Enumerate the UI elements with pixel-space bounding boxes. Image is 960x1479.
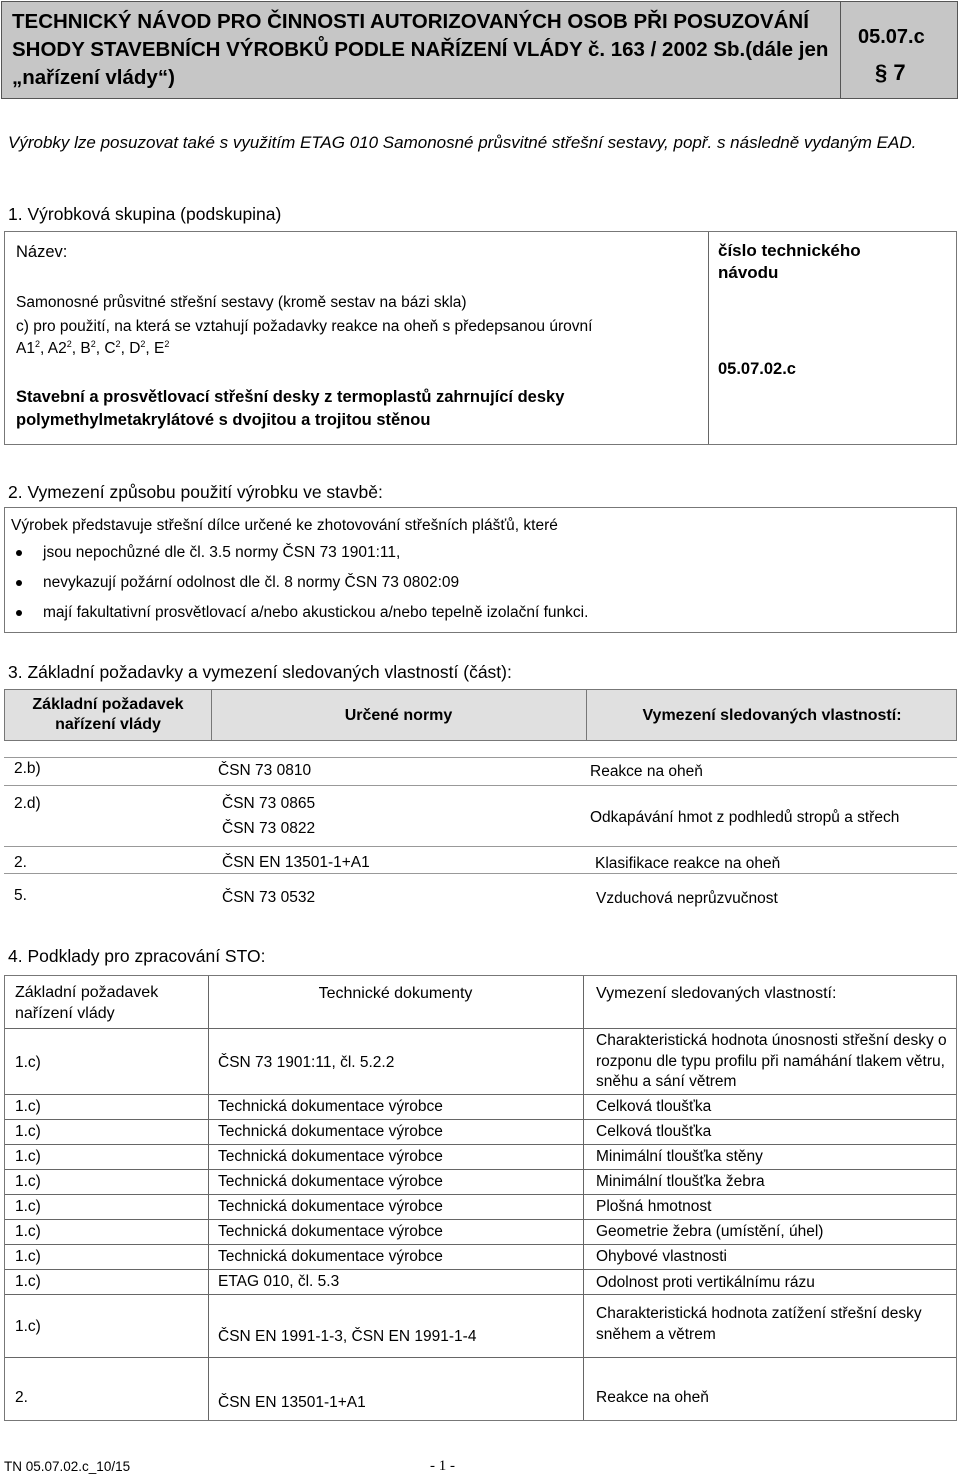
table-cell: Celková tloušťka — [596, 1123, 712, 1140]
product-description-1: Samonosné průsvitné střešní sestavy (kromě sestav na bázi skla) — [16, 294, 467, 311]
table-cell: Odkapávání hmot z podhledů stropů a střech — [590, 809, 900, 826]
technical-guide-number: 05.07.02.c — [718, 360, 796, 378]
column-header-requirement: Základní požadavek nařízení vlády — [15, 984, 159, 1022]
table-cell: 1.c) — [15, 1173, 41, 1190]
column-divider — [708, 232, 709, 444]
table-cell: Geometrie žebra (umístění, úhel) — [596, 1223, 824, 1240]
usage-item: jsou nepochůzné dle čl. 3.5 normy ČSN 73 1901:11, — [5, 542, 588, 572]
section-3-heading: 3. Základní požadavky a vymezení sledovaných vlastností (část): — [8, 662, 512, 682]
fire-class: A2 — [47, 340, 67, 357]
table-cell: Klasifikace reakce na oheň — [595, 855, 781, 872]
row-divider — [4, 785, 957, 786]
fire-class: A1 — [16, 340, 35, 357]
row-divider — [5, 1119, 956, 1120]
fire-class-note: 2 — [66, 339, 72, 349]
header-divider — [840, 2, 841, 98]
document-header — [1, 1, 958, 99]
table-cell: ETAG 010, čl. 5.3 — [218, 1273, 340, 1290]
fire-class: C — [104, 340, 116, 357]
fire-class: B — [80, 340, 91, 357]
table-cell: 1.c) — [15, 1318, 41, 1335]
table-cell: 1.c) — [15, 1148, 41, 1165]
table-cell: ČSN 73 0865 — [222, 795, 316, 812]
intro-note: Výrobky lze posuzovat také s využitím ETAG 010 Samonosné průsvitné střešní sestavy, popř. s následně vydaným EAD. — [8, 133, 917, 152]
usage-box — [4, 507, 957, 633]
technical-guide-number-label: číslo technického návodu — [718, 241, 861, 282]
table-cell: Vzduchová neprůzvučnost — [596, 890, 778, 907]
table-cell: 1.c) — [15, 1098, 41, 1115]
table-cell: Reakce na oheň — [590, 763, 703, 780]
table-cell: 2. — [14, 854, 27, 871]
column-divider — [583, 976, 584, 1420]
table-cell: Celková tloušťka — [596, 1098, 712, 1115]
table-cell: 2.d) — [14, 795, 41, 812]
row-divider — [5, 1219, 956, 1220]
table-cell: ČSN 73 0822 — [222, 820, 316, 837]
requirements-table — [4, 689, 957, 915]
column-header-norms: Určené normy — [344, 707, 453, 724]
column-header-properties: Vymezení sledovaných vlastností: — [642, 707, 902, 724]
document-title: TECHNICKÝ NÁVOD PRO ČINNOSTI AUTORIZOVANÝCH OSOB PŘI POSUZOVÁNÍ SHODY STAVEBNÍCH VÝROBKŮ PODLE NAŘÍZENÍ VLÁDY č. 163 / 2002 Sb.(dále jen „nařízení vlády“) — [12, 10, 829, 89]
usage-lead: Výrobek představuje střešní dílce určené ke zhotovování střešních plášťů, které — [11, 517, 558, 534]
section-paragraph: § 7 — [875, 60, 906, 85]
section-2-heading: 2. Vymezení způsobu použití výrobku ve stavbě: — [8, 482, 383, 502]
section-1-heading: 1. Výrobková skupina (podskupina) — [8, 204, 282, 224]
row-divider — [4, 873, 957, 874]
table-cell: Ohybové vlastnosti — [596, 1248, 727, 1265]
usage-item: nevykazují požární odolnost dle čl. 8 normy ČSN 73 0802:09 — [5, 572, 588, 602]
footer-document-id: TN 05.07.02.c_10/15 — [4, 1459, 131, 1474]
column-header-requirement: Základní požadavek nařízení vlády — [32, 696, 184, 733]
section-4-heading: 4. Podklady pro zpracování STO: — [8, 946, 266, 966]
page-number: - 1 - — [430, 1458, 455, 1474]
usage-list — [5, 542, 588, 632]
product-description-2: c) pro použití, na která se vztahují požadavky reakce na oheň s předepsanou úrovní — [16, 318, 593, 335]
table-cell: 5. — [14, 887, 27, 904]
column-header-properties: Vymezení sledovaných vlastností: — [596, 985, 837, 1002]
usage-item: mají fakultativní prosvětlovací a/nebo akustickou a/nebo tepelně izolační funkci. — [5, 602, 588, 632]
table-cell: ČSN EN 13501-1+A1 — [218, 1394, 366, 1411]
name-label: Název: — [16, 243, 68, 261]
row-divider — [5, 1269, 956, 1270]
fire-class-note: 2 — [34, 339, 40, 349]
fire-classes: $A1^2$, $A2^2$, $B^2$, $C^2$, $D^2$, $E^2$ — [16, 339, 170, 357]
table-cell: Technická dokumentace výrobce — [218, 1223, 443, 1240]
row-divider — [4, 846, 957, 847]
table-cell: ČSN 73 0532 — [222, 889, 316, 906]
row-divider — [5, 1357, 956, 1358]
documents-table — [4, 975, 957, 1421]
table-cell: 2.b) — [14, 760, 41, 777]
row-divider — [5, 1169, 956, 1170]
table-cell: Technická dokumentace výrobce — [218, 1198, 443, 1215]
row-divider — [5, 1144, 956, 1145]
row-divider — [5, 1094, 956, 1095]
table-cell: 1.c) — [15, 1123, 41, 1140]
product-group-box — [4, 231, 957, 445]
row-divider — [5, 1028, 956, 1029]
table-cell: Charakteristická hodnota únosnosti střešní desky o rozponu dle typu profilu při namáhání tlakem větru, sněhu a sání větrem — [596, 1032, 947, 1090]
table-cell: Minimální tloušťka žebra — [596, 1173, 765, 1190]
table-cell: Technická dokumentace výrobce — [218, 1098, 443, 1115]
table-cell: ČSN EN 13501-1+A1 — [222, 854, 370, 871]
row-divider — [4, 757, 957, 758]
table-cell: Technická dokumentace výrobce — [218, 1173, 443, 1190]
table-cell: 1.c) — [15, 1248, 41, 1265]
fire-class-note: 2 — [164, 339, 170, 349]
table-cell: 1.c) — [15, 1273, 41, 1290]
row-divider — [5, 1194, 956, 1195]
fire-class: E — [154, 340, 165, 357]
table-cell: Charakteristická hodnota zatížení střešní desky sněhem a větrem — [596, 1305, 922, 1343]
section-number: 7 — [893, 60, 906, 85]
table-cell: ČSN 73 1901:11, čl. 5.2.2 — [218, 1054, 395, 1071]
row-divider — [5, 1244, 956, 1245]
table-cell: Plošná hmotnost — [596, 1198, 712, 1215]
table-cell: 1.c) — [15, 1223, 41, 1240]
column-header-documents: Technické dokumenty — [318, 985, 473, 1002]
row-divider — [5, 1294, 956, 1295]
table-cell: Odolnost proti vertikálnímu rázu — [596, 1274, 815, 1291]
fire-class-note: 2 — [90, 339, 96, 349]
table-cell: Minimální tloušťka stěny — [596, 1148, 763, 1165]
table-cell: Reakce na oheň — [596, 1389, 709, 1406]
table-cell: Technická dokumentace výrobce — [218, 1248, 443, 1265]
table-cell: Technická dokumentace výrobce — [218, 1123, 443, 1140]
fire-class-note: 2 — [115, 339, 121, 349]
column-divider — [208, 976, 209, 1420]
table-cell: ČSN 73 0810 — [218, 762, 312, 779]
fire-class: D — [129, 340, 141, 357]
fire-class-note: 2 — [140, 339, 146, 349]
table-cell: ČSN EN 1991-1-3, ČSN EN 1991-1-4 — [218, 1328, 477, 1345]
table-cell: 1.c) — [15, 1054, 41, 1071]
product-bold-description: Stavební a prosvětlovací střešní desky z termoplastů zahrnující desky polymethylmetakrylátové s dvojitou a trojitou stěnou — [16, 388, 565, 429]
table-cell: 1.c) — [15, 1198, 41, 1215]
document-code: 05.07.c — [858, 26, 925, 48]
table-cell: 2. — [15, 1389, 28, 1406]
table-cell: Technická dokumentace výrobce — [218, 1148, 443, 1165]
